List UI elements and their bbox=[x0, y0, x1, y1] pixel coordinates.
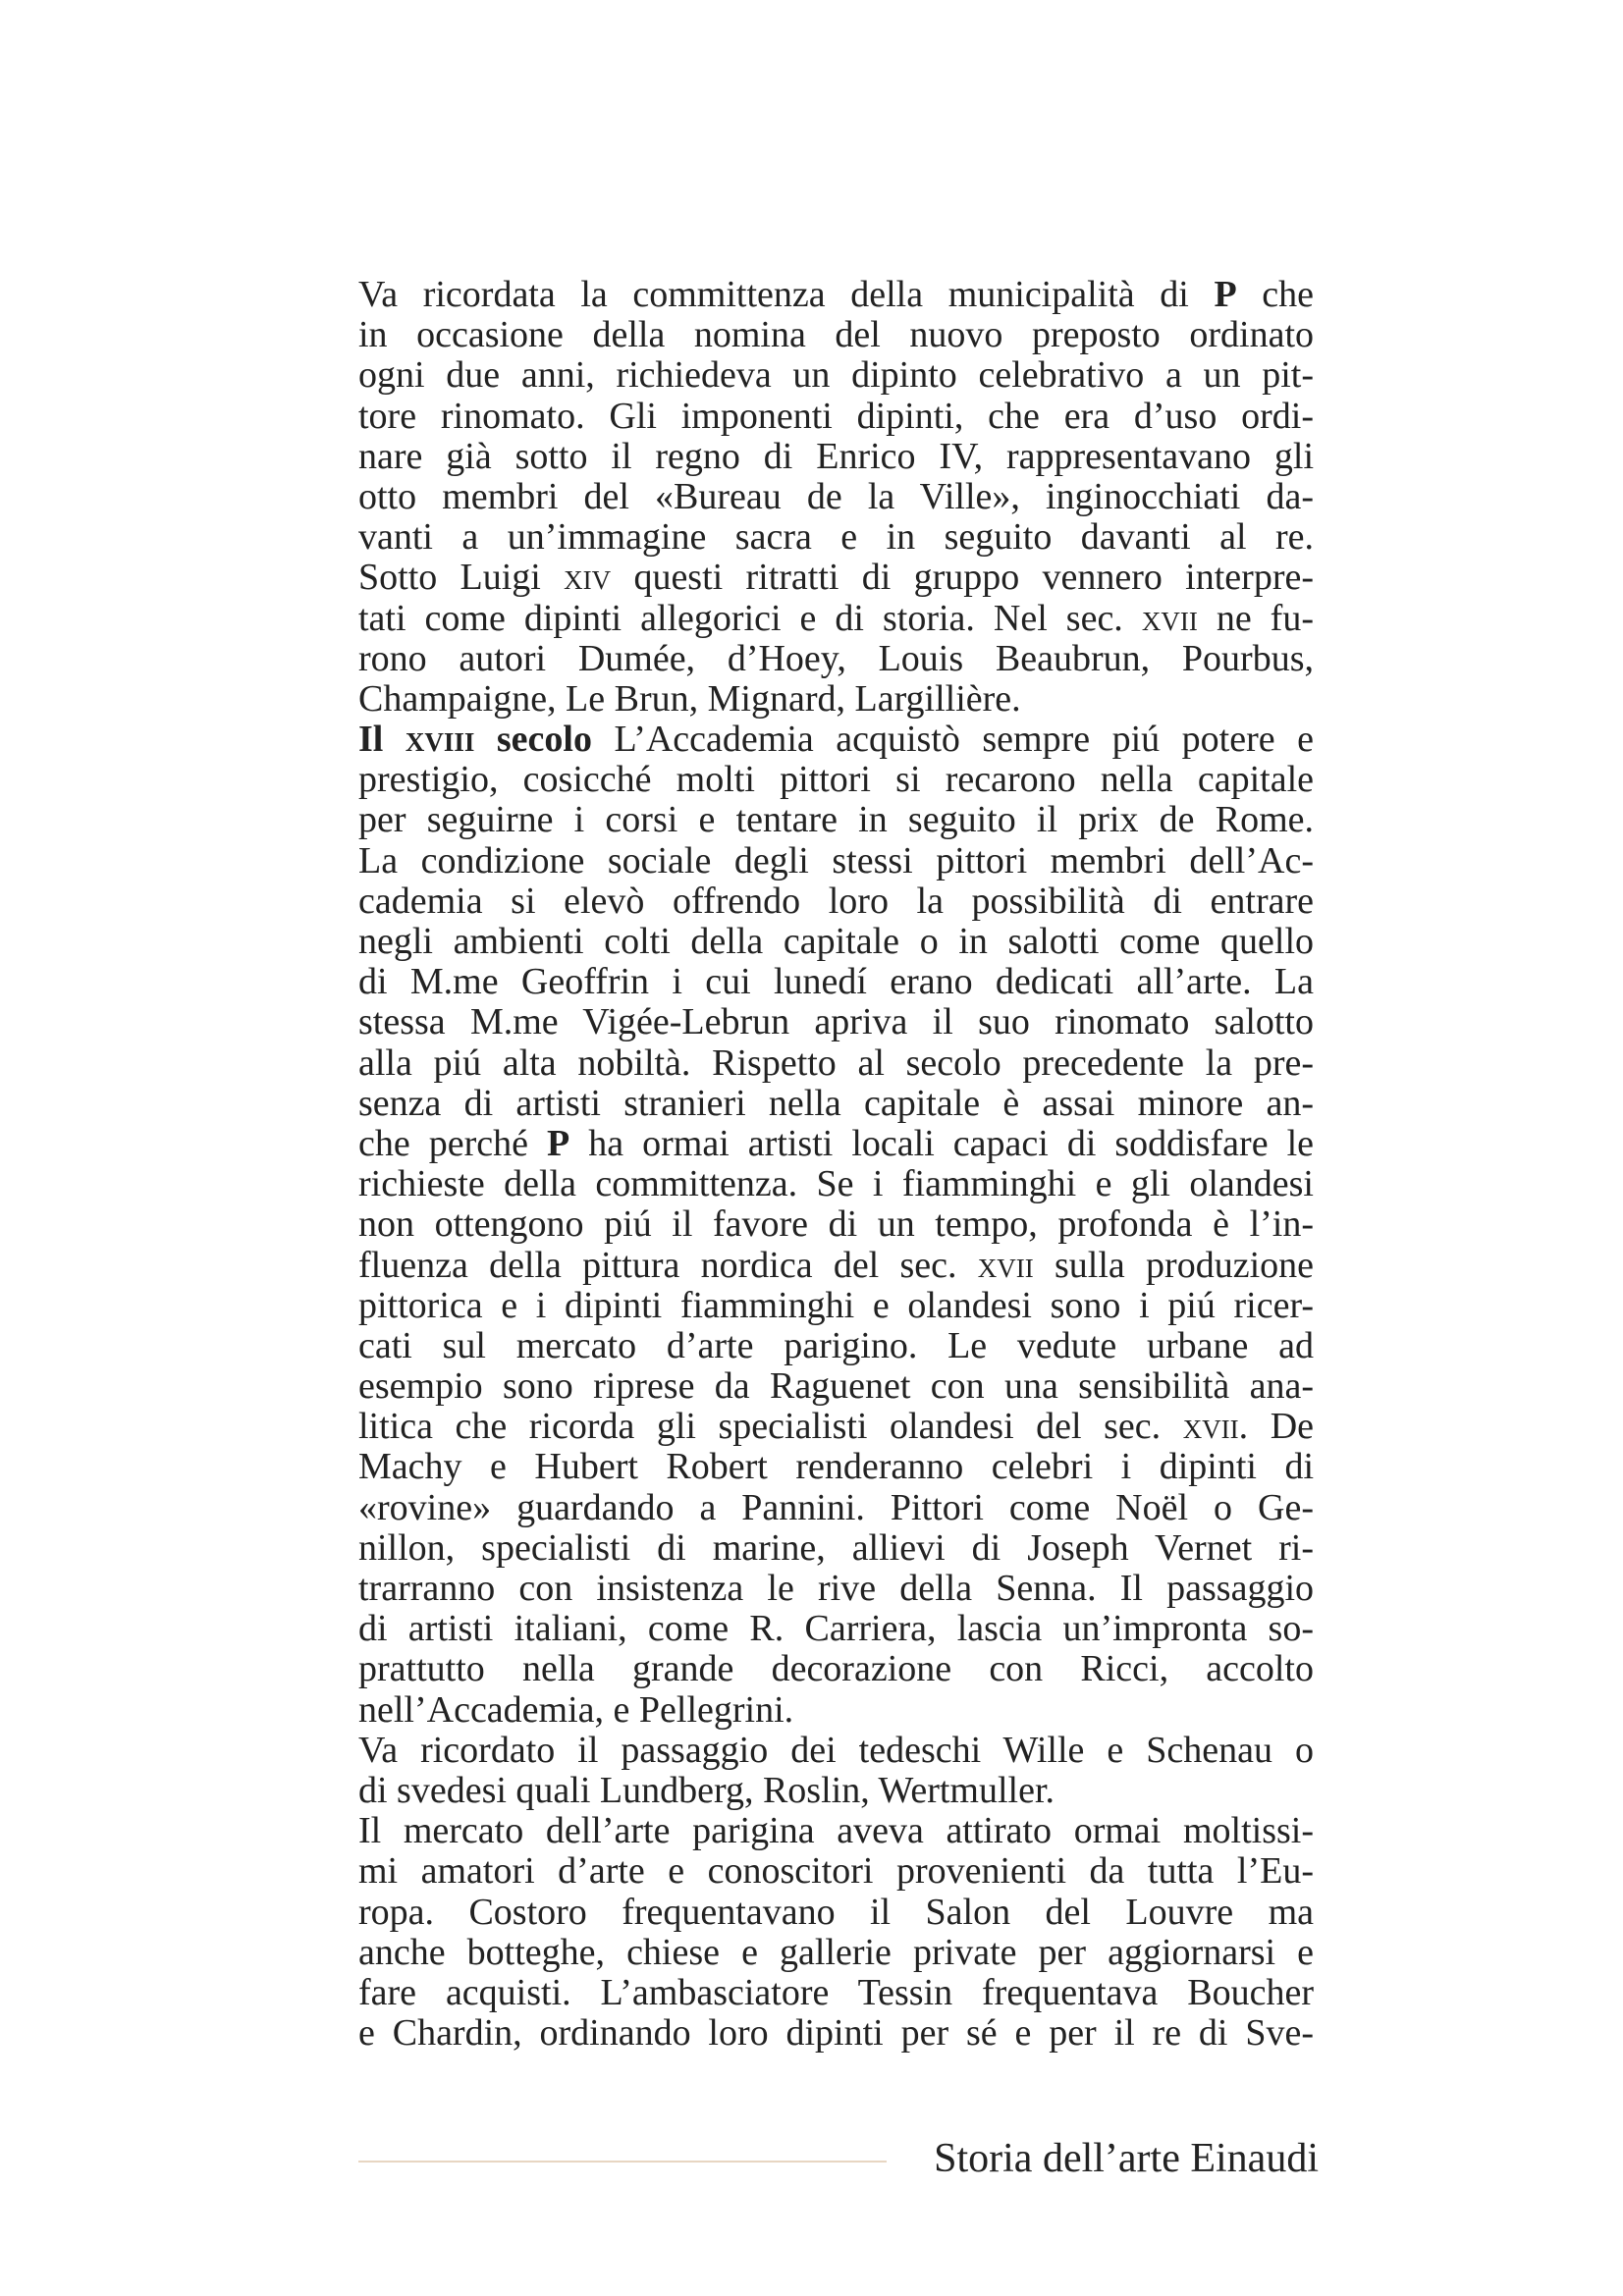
text-line bbox=[358, 760, 1314, 800]
text-line bbox=[358, 397, 1314, 437]
text-line bbox=[358, 1366, 1314, 1407]
text-segment: stessa M.me Vigée-Lebrun apriva il suo rinomato salotto bbox=[358, 1001, 1314, 1043]
text-line bbox=[358, 1851, 1314, 1892]
text-line bbox=[358, 275, 1314, 315]
text-line bbox=[358, 517, 1314, 558]
text-line bbox=[358, 800, 1314, 840]
text-line bbox=[358, 1164, 1314, 1204]
text-segment: nell’Accademia, e Pellegrini. bbox=[358, 1688, 794, 1731]
text-line bbox=[358, 437, 1314, 477]
text-segment: e Chardin, ordinando loro dipinti per sé e per il re di Sve- bbox=[358, 2012, 1314, 2055]
text-segment: Il mercato dell’arte parigina aveva attirato ormai moltissi- bbox=[358, 1810, 1314, 1852]
text-segment: di M.me Geoffrin i cui lunedí erano dedicati all’arte. La bbox=[358, 961, 1314, 1003]
text-segment: anche botteghe, chiese e gallerie private per aggiornarsi e bbox=[358, 1931, 1314, 1973]
text-line bbox=[358, 315, 1314, 355]
text-segment: trarranno con insistenza le rive della Senna. Il passaggio bbox=[358, 1568, 1314, 1609]
text-segment: Va ricordato il passaggio dei tedeschi Wille e Schenau o bbox=[358, 1729, 1314, 1771]
bold-text-segment: xviii bbox=[405, 719, 475, 761]
text-line bbox=[358, 1124, 1314, 1164]
text-segment: alla piú alta nobiltà. Rispetto al secolo precedente la pre- bbox=[358, 1041, 1314, 1084]
text-line bbox=[358, 679, 1314, 720]
text-segment: . De bbox=[1238, 1406, 1315, 1448]
text-line bbox=[358, 922, 1314, 962]
text-line bbox=[358, 1811, 1314, 1851]
text-segment: sulla produzione bbox=[1033, 1244, 1314, 1286]
text-segment: ogni due anni, richiedeva un dipinto celebrativo a un pit- bbox=[358, 354, 1314, 397]
text-line bbox=[358, 1569, 1314, 1609]
text-segment: non ottengono piú il favore di un tempo, profonda è l’in- bbox=[358, 1203, 1314, 1246]
text-line bbox=[358, 881, 1314, 922]
text-segment: ropa. Costoro frequentavano il Salon del Louvre ma bbox=[358, 1891, 1314, 1933]
text-segment: mi amatori d’arte e conoscitori provenienti da tutta l’Eu- bbox=[358, 1850, 1314, 1893]
text-segment: nillon, specialisti di marine, allievi di Joseph Vernet ri- bbox=[358, 1526, 1314, 1569]
text-line bbox=[358, 1043, 1314, 1084]
text-line bbox=[358, 1084, 1314, 1124]
text-segment: La condizione sociale degli stessi pittori membri dell’Ac- bbox=[358, 839, 1314, 881]
text-segment: cademia si elevò offrendo loro la possibilità di entrare bbox=[358, 880, 1314, 922]
footer-publication-title: Storia dell’arte Einaudi bbox=[934, 2136, 1319, 2181]
text-segment: Champaigne, Le Brun, Mignard, Largillière. bbox=[358, 677, 1021, 720]
text-segment: otto membri del «Bureau de la Ville», inginocchiati da- bbox=[358, 475, 1314, 517]
footer-rule bbox=[358, 2161, 887, 2163]
text-segment: Sotto Luigi bbox=[358, 557, 565, 599]
text-line bbox=[358, 1609, 1314, 1649]
bold-text-segment: secolo bbox=[474, 719, 592, 761]
text-segment: «rovine» guardando a Pannini. Pittori come Noël o Ge- bbox=[358, 1486, 1314, 1528]
text-line bbox=[358, 1771, 1314, 1811]
paragraph bbox=[358, 1811, 1314, 2054]
text-segment: Va ricordata la committenza della municipalità di bbox=[358, 274, 1215, 315]
text-line bbox=[358, 599, 1314, 639]
text-segment: prestigio, cosicché molti pittori si recarono nella capitale bbox=[358, 759, 1314, 801]
roman-numeral-segment: xvii bbox=[1182, 1406, 1239, 1448]
text-line bbox=[358, 1246, 1314, 1286]
text-segment: esempio sono riprese da Raguenet con una sensibilità ana- bbox=[358, 1365, 1314, 1408]
text-line bbox=[358, 558, 1314, 598]
text-segment: richieste della committenza. Se i fiamminghi e gli olandesi bbox=[358, 1163, 1314, 1205]
text-segment: cati sul mercato d’arte parigino. Le vedute urbane ad bbox=[358, 1324, 1314, 1366]
text-segment: L’Accademia acquistò sempre piú potere e bbox=[591, 719, 1314, 761]
text-line bbox=[358, 841, 1314, 881]
body-text-column bbox=[358, 275, 1314, 2054]
text-segment: pittorica e i dipinti fiamminghi e olandesi sono i piú ricer- bbox=[358, 1284, 1314, 1326]
text-line bbox=[358, 1973, 1314, 2013]
text-line bbox=[358, 1488, 1314, 1528]
text-segment: fluenza della pittura nordica del sec. bbox=[358, 1244, 978, 1286]
text-segment: ne fu- bbox=[1197, 597, 1314, 639]
text-segment: prattutto nella grande decorazione con Ricci, accolto bbox=[358, 1648, 1314, 1690]
text-segment: fare acquisti. L’ambasciatore Tessin frequentava Boucher bbox=[358, 1971, 1314, 2013]
bold-text-segment: P bbox=[1214, 274, 1237, 315]
bold-text-segment: P bbox=[547, 1122, 570, 1164]
text-line bbox=[358, 1204, 1314, 1245]
roman-numeral-segment: xvii bbox=[1141, 597, 1198, 639]
text-segment: che bbox=[1236, 274, 1314, 315]
text-line bbox=[358, 1690, 1314, 1731]
text-segment: litica che ricorda gli specialisti olandesi del sec. bbox=[358, 1406, 1183, 1448]
text-line bbox=[358, 1447, 1314, 1487]
text-segment: rono autori Dumée, d’Hoey, Louis Beaubrun, Pourbus, bbox=[358, 637, 1314, 679]
text-segment: tati come dipinti allegorici e di storia. Nel sec. bbox=[358, 597, 1142, 639]
text-line bbox=[358, 1933, 1314, 1973]
text-segment: negli ambienti colti della capitale o in salotti come quello bbox=[358, 921, 1314, 962]
text-line bbox=[358, 1528, 1314, 1569]
text-segment: che perché bbox=[358, 1122, 548, 1164]
text-segment: per seguirne i corsi e tentare in seguito il prix de Rome. bbox=[358, 799, 1314, 841]
text-line bbox=[358, 477, 1314, 517]
text-segment: vanti a un’immagine sacra e in seguito davanti al re. bbox=[358, 516, 1314, 559]
text-segment: senza di artisti stranieri nella capitale è assai minore an- bbox=[358, 1082, 1314, 1124]
text-line bbox=[358, 355, 1314, 396]
text-line bbox=[358, 1286, 1314, 1326]
text-segment: tore rinomato. Gli imponenti dipinti, che era d’uso ordi- bbox=[358, 395, 1314, 437]
text-segment: questi ritratti di gruppo vennero interpre- bbox=[611, 557, 1314, 599]
bold-text-segment: Il bbox=[358, 719, 406, 761]
text-segment: ha ormai artisti locali capaci di soddisfare le bbox=[569, 1122, 1314, 1164]
text-line bbox=[358, 962, 1314, 1002]
text-line bbox=[358, 1326, 1314, 1366]
text-line bbox=[358, 1407, 1314, 1447]
text-line bbox=[358, 2013, 1314, 2054]
text-line bbox=[358, 639, 1314, 679]
paragraph bbox=[358, 275, 1314, 720]
roman-numeral-segment: xiv bbox=[564, 557, 612, 599]
text-line bbox=[358, 1893, 1314, 1933]
text-segment: di svedesi quali Lundberg, Roslin, Wertmuller. bbox=[358, 1769, 1055, 1811]
text-segment: nare già sotto il regno di Enrico IV, rappresentavano gli bbox=[358, 435, 1314, 477]
text-line bbox=[358, 1649, 1314, 1689]
text-segment: Machy e Hubert Robert renderanno celebri i dipinti di bbox=[358, 1446, 1314, 1488]
text-line bbox=[358, 720, 1314, 760]
text-segment: in occasione della nomina del nuovo preposto ordinato bbox=[358, 314, 1314, 356]
paragraph bbox=[358, 1731, 1314, 1811]
text-line bbox=[358, 1002, 1314, 1042]
text-line bbox=[358, 1731, 1314, 1771]
text-segment: di artisti italiani, come R. Carriera, lascia un’impronta so- bbox=[358, 1608, 1314, 1650]
roman-numeral-segment: xvii bbox=[977, 1244, 1034, 1286]
paragraph bbox=[358, 720, 1314, 1731]
